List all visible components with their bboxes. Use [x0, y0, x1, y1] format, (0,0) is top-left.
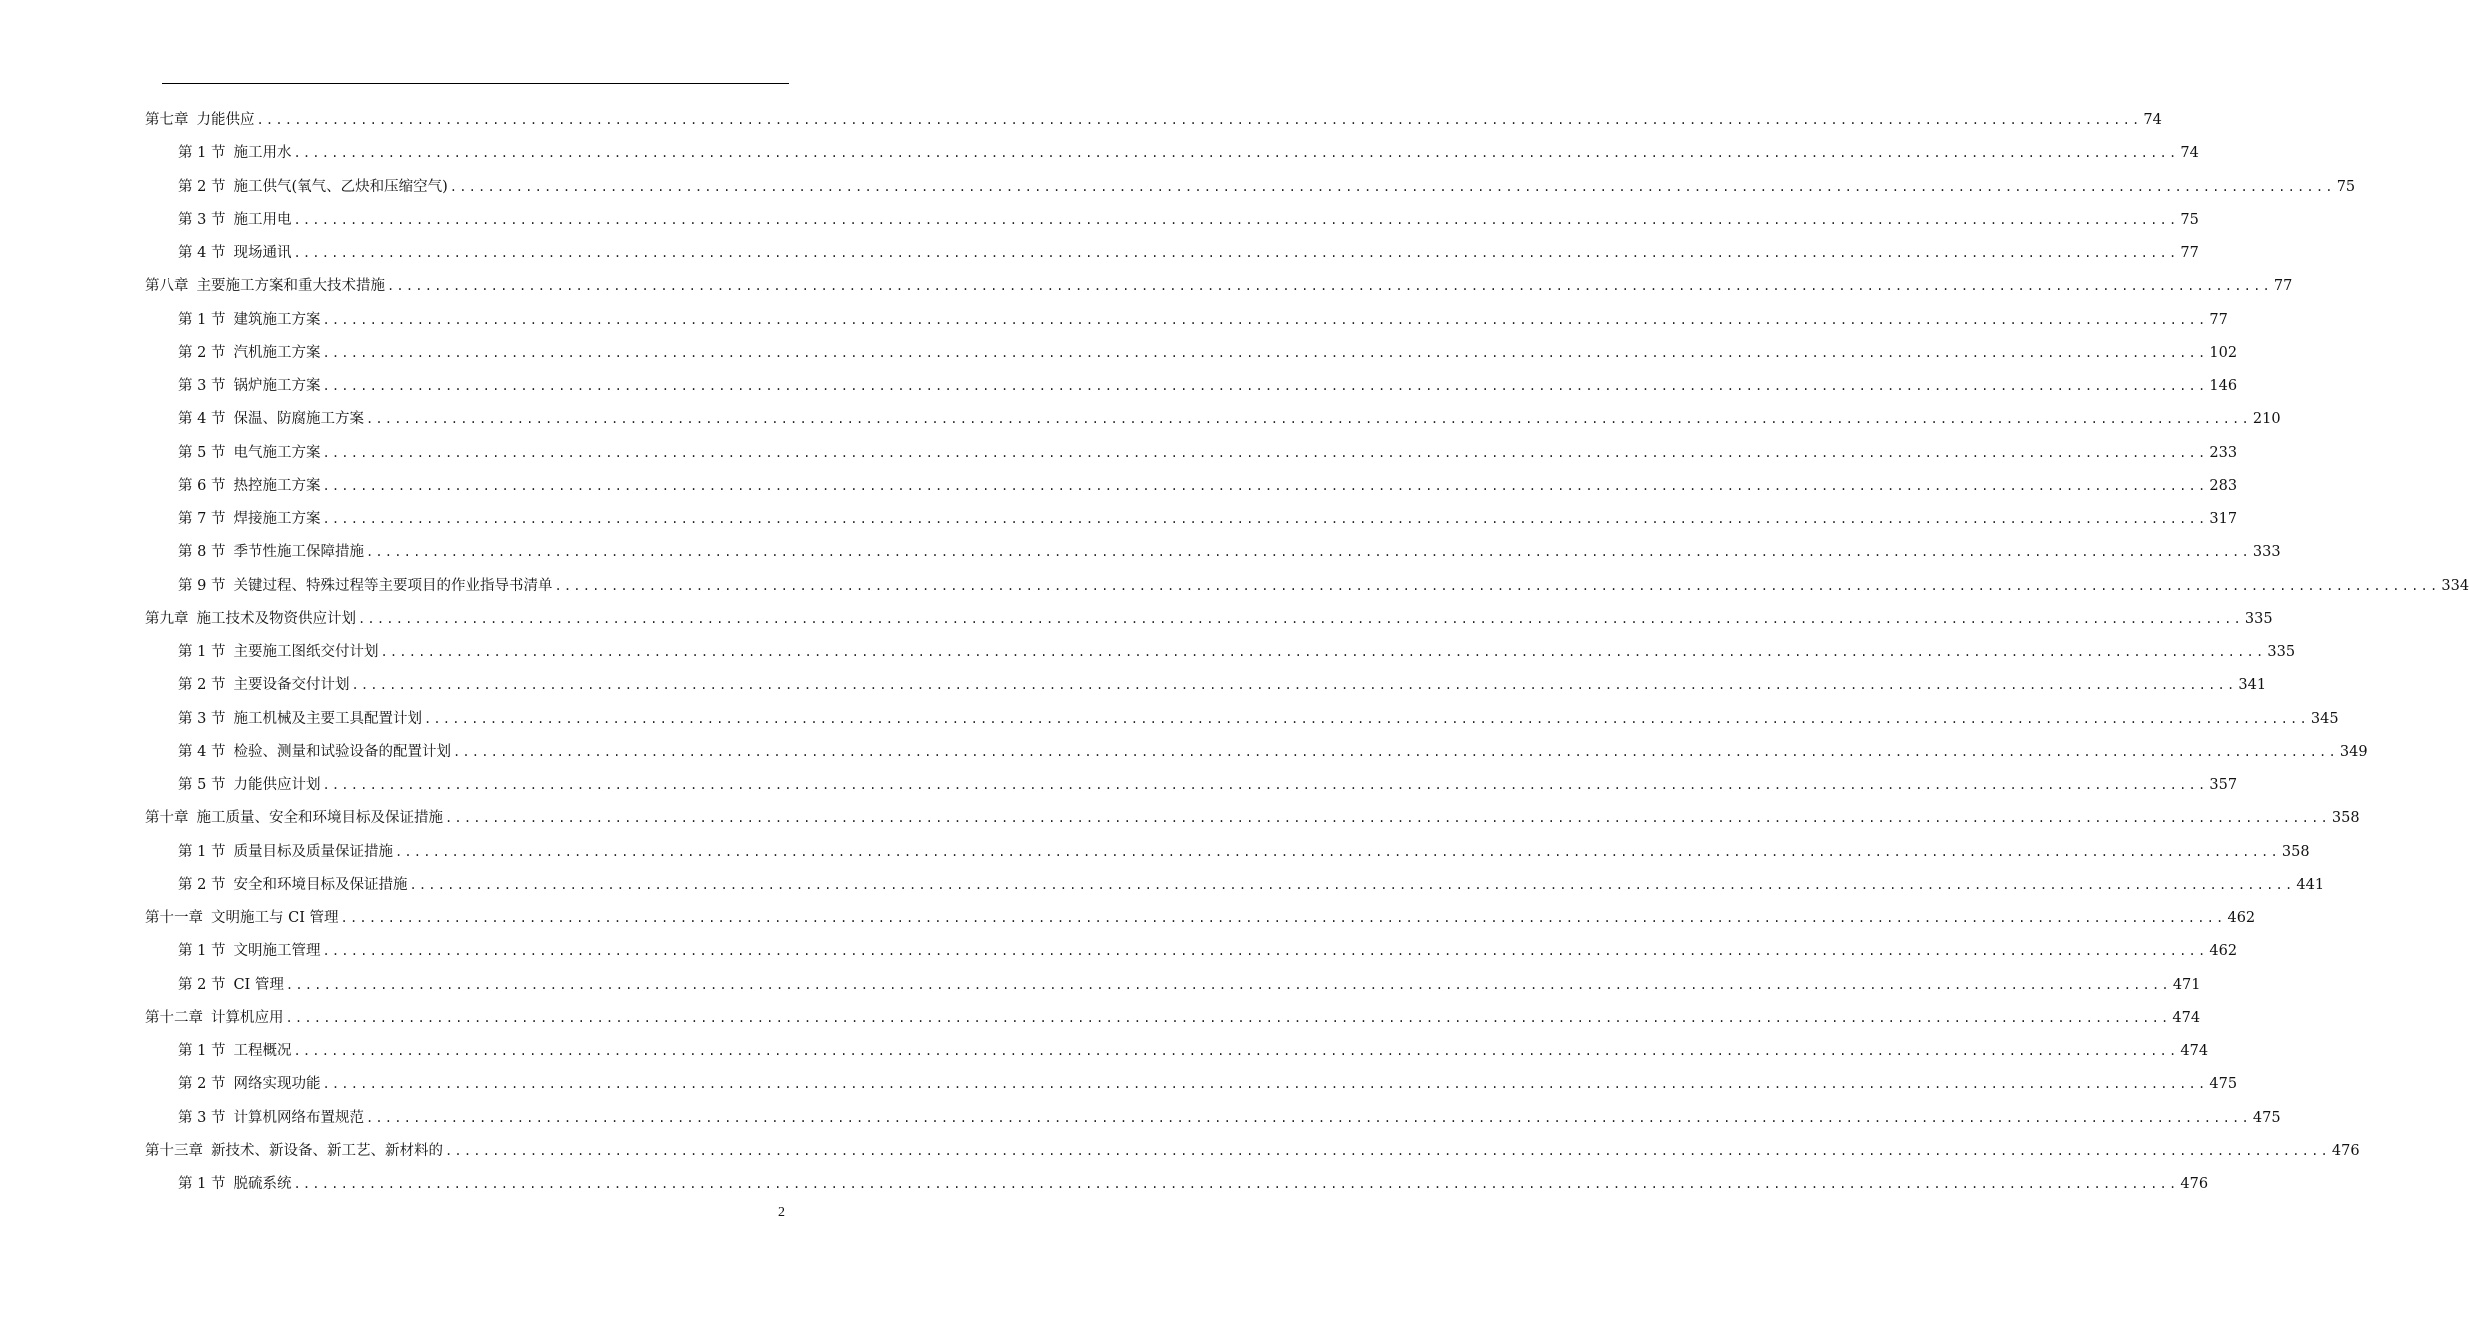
toc-entry-page: 334: [2441, 577, 2469, 594]
toc-dot-leader: ........................................................................................................................................................................................................: [285, 977, 2171, 992]
toc-dot-leader: ........................................................................................................................................................................................................: [358, 611, 2243, 626]
toc-entry-page: 441: [2296, 876, 2325, 893]
toc-dot-leader: ........................................................................................................................................................................................................: [322, 1077, 2208, 1092]
toc-dot-leader: ........................................................................................................................................................................................................: [322, 345, 2208, 360]
toc-section-entry[interactable]: [178, 571, 2469, 601]
toc-section-entry[interactable]: [178, 205, 2199, 235]
toc-chapter-entry[interactable]: [145, 105, 2162, 135]
toc-entry-title: 主要施工图纸交付计划: [233, 644, 379, 660]
toc-section-entry[interactable]: [178, 1103, 2281, 1133]
toc-entry-number: 第 2 节: [178, 1076, 226, 1093]
toc-entry-number: 第 1 节: [178, 843, 226, 860]
toc-entry-title: 力能供应: [196, 112, 255, 128]
toc-dot-leader: ........................................................................................................................................................................................................: [322, 512, 2208, 526]
toc-entry-title: 安全和环境目标及保证措施: [233, 876, 408, 893]
toc-entry-page: 341: [2238, 677, 2267, 694]
toc-entry-title: 网络实现功能: [233, 1076, 321, 1093]
toc-entry-title: 计算机网络布置规范: [233, 1109, 364, 1126]
toc-entry-page: 75: [2336, 178, 2356, 195]
toc-dot-leader: ........................................................................................................................................................................................................: [256, 113, 2142, 127]
toc-entry-label: [178, 936, 320, 966]
toc-entry-page: 345: [2310, 710, 2339, 727]
toc-entry-number: 第 1 节: [178, 1043, 226, 1059]
toc-entry-label: [178, 1036, 291, 1066]
toc-entry-number: 第 9 节: [178, 577, 226, 594]
toc-chapter-entry[interactable]: [145, 903, 2256, 933]
toc-entry-label: [178, 737, 451, 767]
toc-dot-leader: ........................................................................................................................................................................................................: [387, 279, 2272, 294]
toc-entry-page: 474: [2180, 1043, 2209, 1059]
toc-entry-label: [178, 438, 320, 468]
toc-entry-page: 462: [2227, 910, 2256, 926]
toc-entry-title: 汽机施工方案: [233, 344, 321, 361]
toc-entry-number: 第十一章: [145, 910, 203, 926]
toc-chapter-entry[interactable]: [145, 271, 2293, 301]
toc-entry-page: 317: [2209, 511, 2238, 527]
toc-dot-leader: ........................................................................................................................................................................................................: [293, 1044, 2179, 1058]
toc-entry-title: 工程概况: [233, 1043, 292, 1059]
toc-entry-label: [178, 670, 349, 700]
toc-entry-title: 力能供应计划: [233, 777, 321, 793]
toc-chapter-entry[interactable]: [145, 1003, 2201, 1033]
toc-dot-leader: ........................................................................................................................................................................................................: [554, 578, 2440, 593]
toc-entry-number: 第 4 节: [178, 411, 226, 428]
toc-entry-label: [178, 471, 320, 501]
toc-section-entry[interactable]: [178, 371, 2238, 401]
toc-chapter-entry[interactable]: [145, 1136, 2360, 1166]
page-number: 2: [778, 1205, 785, 1220]
toc-entry-label: [178, 770, 320, 800]
toc-entry-number: 第 4 节: [178, 245, 226, 261]
toc-entry-number: 第 6 节: [178, 477, 226, 494]
toc-entry-title: 季节性施工保障措施: [233, 544, 364, 561]
toc-entry-number: 第 5 节: [178, 777, 226, 793]
toc-entry-page: 358: [2331, 810, 2360, 827]
toc-section-entry[interactable]: [178, 404, 2281, 434]
toc-dot-leader: ........................................................................................................................................................................................................: [322, 445, 2208, 460]
toc-entry-label: [178, 305, 320, 335]
toc-chapter-entry[interactable]: [145, 604, 2273, 634]
toc-section-entry[interactable]: [178, 770, 2238, 800]
toc-entry-title: 锅炉施工方案: [233, 378, 321, 394]
toc-entry-label: [178, 205, 291, 235]
toc-entry-page: 335: [2267, 644, 2296, 660]
toc-entry-label: [178, 537, 364, 567]
toc-entry-label: [145, 604, 356, 634]
header-rule: [162, 83, 789, 84]
toc-dot-leader: ........................................................................................................................................................................................................: [293, 1177, 2179, 1191]
toc-entry-number: 第 2 节: [178, 677, 226, 694]
toc-dot-leader: ........................................................................................................................................................................................................: [449, 179, 2335, 194]
toc-section-entry[interactable]: [178, 737, 2368, 767]
toc-dot-leader: ........................................................................................................................................................................................................: [293, 212, 2179, 227]
toc-entry-title: CI 管理: [233, 976, 284, 993]
toc-entry-page: 358: [2281, 843, 2310, 860]
toc-section-entry[interactable]: [178, 704, 2339, 734]
toc-entry-number: 第八章: [145, 278, 189, 295]
toc-entry-page: 77: [2180, 245, 2199, 261]
toc-entry-page: 210: [2252, 411, 2281, 428]
toc-section-entry[interactable]: [178, 936, 2238, 966]
toc-section-entry[interactable]: [178, 537, 2281, 567]
toc-entry-label: [145, 105, 255, 135]
toc-entry-label: [178, 172, 448, 202]
toc-entry-page: 74: [2143, 112, 2162, 128]
toc-dot-leader: ........................................................................................................................................................................................................: [322, 778, 2208, 792]
toc-entry-title: 施工质量、安全和环境目标及保证措施: [196, 810, 443, 827]
toc-entry-number: 第 1 节: [178, 1176, 226, 1192]
toc-section-entry[interactable]: [178, 238, 2199, 268]
toc-entry-number: 第 1 节: [178, 145, 226, 162]
toc-entry-label: [178, 1069, 320, 1099]
toc-section-entry[interactable]: [178, 305, 2228, 335]
toc-entry-title: 施工机械及主要工具配置计划: [233, 710, 422, 727]
toc-dot-leader: ........................................................................................................................................................................................................: [340, 911, 2226, 925]
toc-entry-page: 349: [2339, 743, 2368, 760]
toc-entry-label: [145, 1003, 284, 1033]
toc-entry-page: 335: [2244, 610, 2273, 627]
toc-dot-leader: ........................................................................................................................................................................................................: [409, 877, 2295, 892]
toc-entry-page: 475: [2252, 1109, 2281, 1126]
toc-entry-title: 关键过程、特殊过程等主要项目的作业指导书清单: [233, 577, 553, 594]
toc-entry-number: 第 5 节: [178, 444, 226, 461]
toc-section-entry[interactable]: [178, 504, 2238, 534]
toc-entry-number: 第 2 节: [178, 344, 226, 361]
toc-entry-number: 第十三章: [145, 1142, 203, 1159]
toc-entry-label: [178, 837, 393, 867]
toc-entry-page: 102: [2209, 344, 2238, 361]
toc-entry-number: 第七章: [145, 112, 189, 128]
toc-entry-label: [178, 870, 407, 900]
toc-entry-label: [145, 271, 385, 301]
toc-entry-title: 计算机应用: [211, 1009, 284, 1026]
toc-entry-page: 476: [2180, 1176, 2209, 1192]
toc-entry-title: 现场通讯: [233, 245, 292, 261]
toc-entry-label: [178, 404, 364, 434]
toc-entry-label: [178, 1103, 364, 1133]
toc-entry-page: 75: [2180, 211, 2199, 228]
toc-entry-label: [178, 1169, 291, 1199]
toc-dot-leader: ........................................................................................................................................................................................................: [285, 1010, 2171, 1025]
toc-entry-page: 475: [2209, 1076, 2238, 1093]
toc-entry-label: [178, 238, 291, 268]
toc-entry-title: 保温、防腐施工方案: [233, 411, 364, 428]
toc-section-entry[interactable]: [178, 1069, 2238, 1099]
toc-entry-label: [178, 637, 378, 667]
toc-dot-leader: ........................................................................................................................................................................................................: [423, 711, 2309, 726]
toc-dot-leader: ........................................................................................................................................................................................................: [322, 478, 2208, 493]
toc-dot-leader: ........................................................................................................................................................................................................: [365, 545, 2251, 560]
toc-entry-title: 文明施工管理: [233, 943, 321, 960]
toc-entry-title: 建筑施工方案: [233, 311, 321, 328]
toc-entry-page: 146: [2209, 378, 2238, 394]
toc-dot-leader: ........................................................................................................................................................................................................: [452, 744, 2338, 759]
toc-entry-label: [178, 338, 320, 368]
toc-entry-page: 474: [2172, 1009, 2201, 1026]
toc-entry-page: 476: [2331, 1142, 2360, 1159]
toc-entry-title: 热控施工方案: [233, 477, 321, 494]
toc-entry-number: 第 8 节: [178, 544, 226, 561]
toc-section-entry[interactable]: [178, 637, 2296, 667]
toc-entry-page: 74: [2180, 145, 2199, 162]
toc-entry-page: 462: [2209, 943, 2238, 960]
toc-section-entry[interactable]: [178, 970, 2201, 1000]
toc-section-entry[interactable]: [178, 338, 2238, 368]
toc-entry-number: 第 2 节: [178, 178, 226, 195]
toc-dot-leader: ........................................................................................................................................................................................................: [445, 1143, 2330, 1158]
toc-dot-leader: ........................................................................................................................................................................................................: [394, 844, 2280, 859]
toc-dot-leader: ........................................................................................................................................................................................................: [351, 678, 2237, 693]
toc-dot-leader: ........................................................................................................................................................................................................: [365, 412, 2251, 427]
toc-entry-title: 脱硫系统: [233, 1176, 292, 1192]
toc-entry-label: [145, 1136, 443, 1166]
toc-entry-number: 第 1 节: [178, 311, 226, 328]
toc-entry-title: 文明施工与 CI 管理: [211, 910, 339, 926]
toc-entry-label: [145, 903, 339, 933]
toc-entry-title: 施工用电: [233, 211, 292, 228]
toc-entry-number: 第 1 节: [178, 943, 226, 960]
toc-entry-page: 233: [2209, 444, 2238, 461]
toc-entry-page: 357: [2209, 777, 2238, 793]
toc-entry-page: 77: [2209, 311, 2228, 328]
toc-section-entry[interactable]: [178, 471, 2238, 501]
toc-entry-number: 第 1 节: [178, 644, 226, 660]
toc-entry-number: 第 2 节: [178, 976, 226, 993]
toc-section-entry[interactable]: [178, 837, 2310, 867]
toc-entry-number: 第 3 节: [178, 1109, 226, 1126]
toc-entry-number: 第 2 节: [178, 876, 226, 893]
toc-section-entry[interactable]: [178, 870, 2325, 900]
toc-chapter-entry[interactable]: [145, 803, 2360, 833]
toc-entry-title: 主要设备交付计划: [233, 677, 350, 694]
toc-entry-label: [145, 803, 443, 833]
toc-entry-page: 283: [2209, 477, 2238, 494]
toc-entry-number: 第十章: [145, 810, 189, 827]
toc-entry-title: 主要施工方案和重大技术措施: [196, 278, 385, 295]
toc-entry-title: 焊接施工方案: [233, 511, 321, 527]
toc-dot-leader: ........................................................................................................................................................................................................: [380, 645, 2266, 659]
toc-entry-label: [178, 371, 320, 401]
toc-entry-label: [178, 504, 320, 534]
toc-entry-title: 质量目标及质量保证措施: [233, 843, 393, 860]
toc-entry-title: 新技术、新设备、新工艺、新材料的: [211, 1142, 443, 1159]
toc-entry-number: 第 4 节: [178, 743, 226, 760]
toc-entry-title: 施工用水: [233, 145, 292, 162]
toc-entry-label: [178, 571, 552, 601]
toc-dot-leader: ........................................................................................................................................................................................................: [365, 1110, 2251, 1125]
toc-section-entry[interactable]: [178, 172, 2356, 202]
toc-entry-title: 施工供气(氧气、乙炔和压缩空气): [233, 178, 448, 195]
toc-entry-label: [178, 704, 422, 734]
toc-section-entry[interactable]: [178, 1036, 2209, 1066]
toc-entry-number: 第 3 节: [178, 211, 226, 228]
toc-dot-leader: ........................................................................................................................................................................................................: [322, 379, 2208, 393]
toc-entry-title: 施工技术及物资供应计划: [196, 610, 356, 627]
toc-entry-label: [178, 138, 291, 168]
toc-entry-number: 第 3 节: [178, 378, 226, 394]
toc-entry-title: 电气施工方案: [233, 444, 321, 461]
toc-entry-page: 471: [2172, 976, 2201, 993]
toc-dot-leader: ........................................................................................................................................................................................................: [293, 146, 2179, 161]
toc-section-entry[interactable]: [178, 1169, 2209, 1199]
toc-entry-label: [178, 970, 284, 1000]
toc-entry-number: 第九章: [145, 610, 189, 627]
toc-entry-title: 检验、测量和试验设备的配置计划: [233, 743, 451, 760]
toc-entry-page: 333: [2252, 544, 2281, 561]
toc-dot-leader: ........................................................................................................................................................................................................: [445, 811, 2330, 826]
toc-section-entry[interactable]: [178, 438, 2238, 468]
toc-entry-page: 77: [2273, 278, 2293, 295]
toc-dot-leader: ........................................................................................................................................................................................................: [322, 944, 2208, 959]
toc-entry-number: 第十二章: [145, 1009, 203, 1026]
toc-dot-leader: ........................................................................................................................................................................................................: [322, 312, 2208, 327]
toc-entry-number: 第 7 节: [178, 511, 226, 527]
toc-dot-leader: ........................................................................................................................................................................................................: [293, 246, 2179, 260]
toc-section-entry[interactable]: [178, 138, 2199, 168]
toc-entry-number: 第 3 节: [178, 710, 226, 727]
toc-section-entry[interactable]: [178, 670, 2267, 700]
